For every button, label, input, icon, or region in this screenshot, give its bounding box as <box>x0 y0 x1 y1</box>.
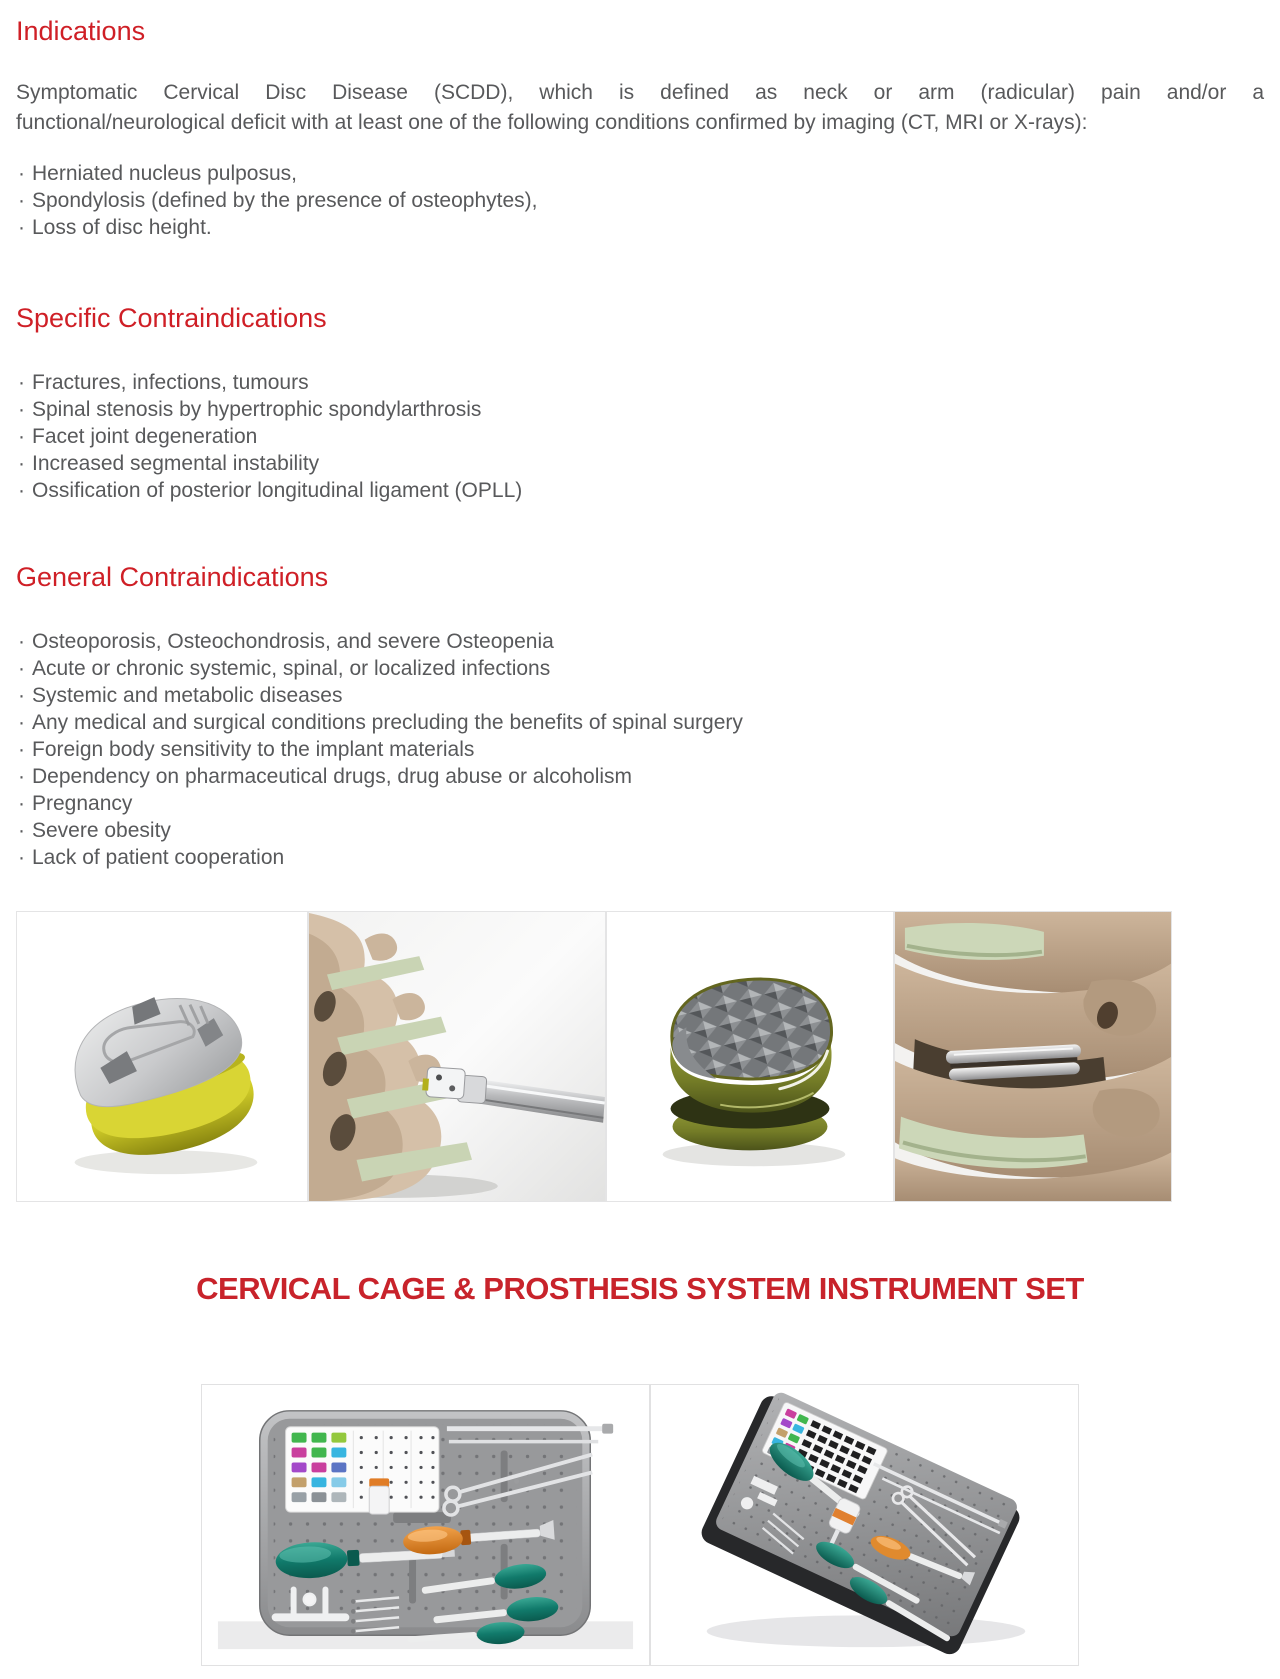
indications-heading: Indications <box>16 16 146 46</box>
bullet-item: · Any medical and surgical conditions precluding the benefits of spinal surgery <box>16 709 1264 736</box>
bullet-item: · Dependency on pharmaceutical drugs, drug abuse or alcoholism <box>16 763 1264 790</box>
implanted-spine-closeup-image <box>894 911 1172 1202</box>
paragraph-line: functional/neurological deficit with at least one of the following conditions confirmed by imaging (CT, MRI or X-rays): <box>16 111 1088 134</box>
bullet-item: · Systemic and metabolic diseases <box>16 682 1264 709</box>
disc-prosthesis-angled-image <box>16 911 308 1202</box>
instrument-set-title: CERVICAL CAGE & PROSTHESIS SYSTEM INSTRUMENT SET <box>196 1271 1084 1306</box>
bullet-item: · Ossification of posterior longitudinal ligament (OPLL) <box>16 477 1264 504</box>
bullet-item: · Pregnancy <box>16 790 1264 817</box>
bullet-item: · Loss of disc height. <box>16 214 1264 241</box>
bullet-item: · Osteoporosis, Osteochondrosis, and severe Osteopenia <box>16 628 1264 655</box>
instrument-tray-perspective-image <box>650 1384 1079 1666</box>
bullet-item: · Increased segmental instability <box>16 450 1264 477</box>
bullet-item: · Foreign body sensitivity to the implant materials <box>16 736 1264 763</box>
instrument-tray-gallery <box>16 1384 1264 1666</box>
bullet-item: · Spondylosis (defined by the presence of osteophytes), <box>16 187 1264 214</box>
indications-paragraph <box>16 78 1264 138</box>
bullet-item: · Facet joint degeneration <box>16 423 1264 450</box>
bullet-item: · Herniated nucleus pulposus, <box>16 160 1264 187</box>
bullet-item: · Lack of patient cooperation <box>16 844 1264 871</box>
paragraph-line: Symptomatic Cervical Disc Disease (SCDD), which is defined as neck or arm (radicular) pain and/or a <box>16 81 1264 104</box>
bullet-item: · Severe obesity <box>16 817 1264 844</box>
instrument-tray-top-image <box>201 1384 650 1666</box>
general-contraindications-list <box>16 628 1264 871</box>
general-contraindications-heading: General Contraindications <box>16 562 329 592</box>
bullet-item: · Fractures, infections, tumours <box>16 369 1264 396</box>
specific-contraindications-heading: Specific Contraindications <box>16 303 327 333</box>
prosthesis-textured-top-image <box>606 911 894 1202</box>
indications-list <box>16 160 1264 241</box>
product-image-gallery <box>16 911 1264 1202</box>
bullet-item: · Acute or chronic systemic, spinal, or localized infections <box>16 655 1264 682</box>
spine-insertion-image <box>308 911 606 1202</box>
specific-contraindications-list <box>16 369 1264 504</box>
bullet-item: · Spinal stenosis by hypertrophic spondylarthrosis <box>16 396 1264 423</box>
